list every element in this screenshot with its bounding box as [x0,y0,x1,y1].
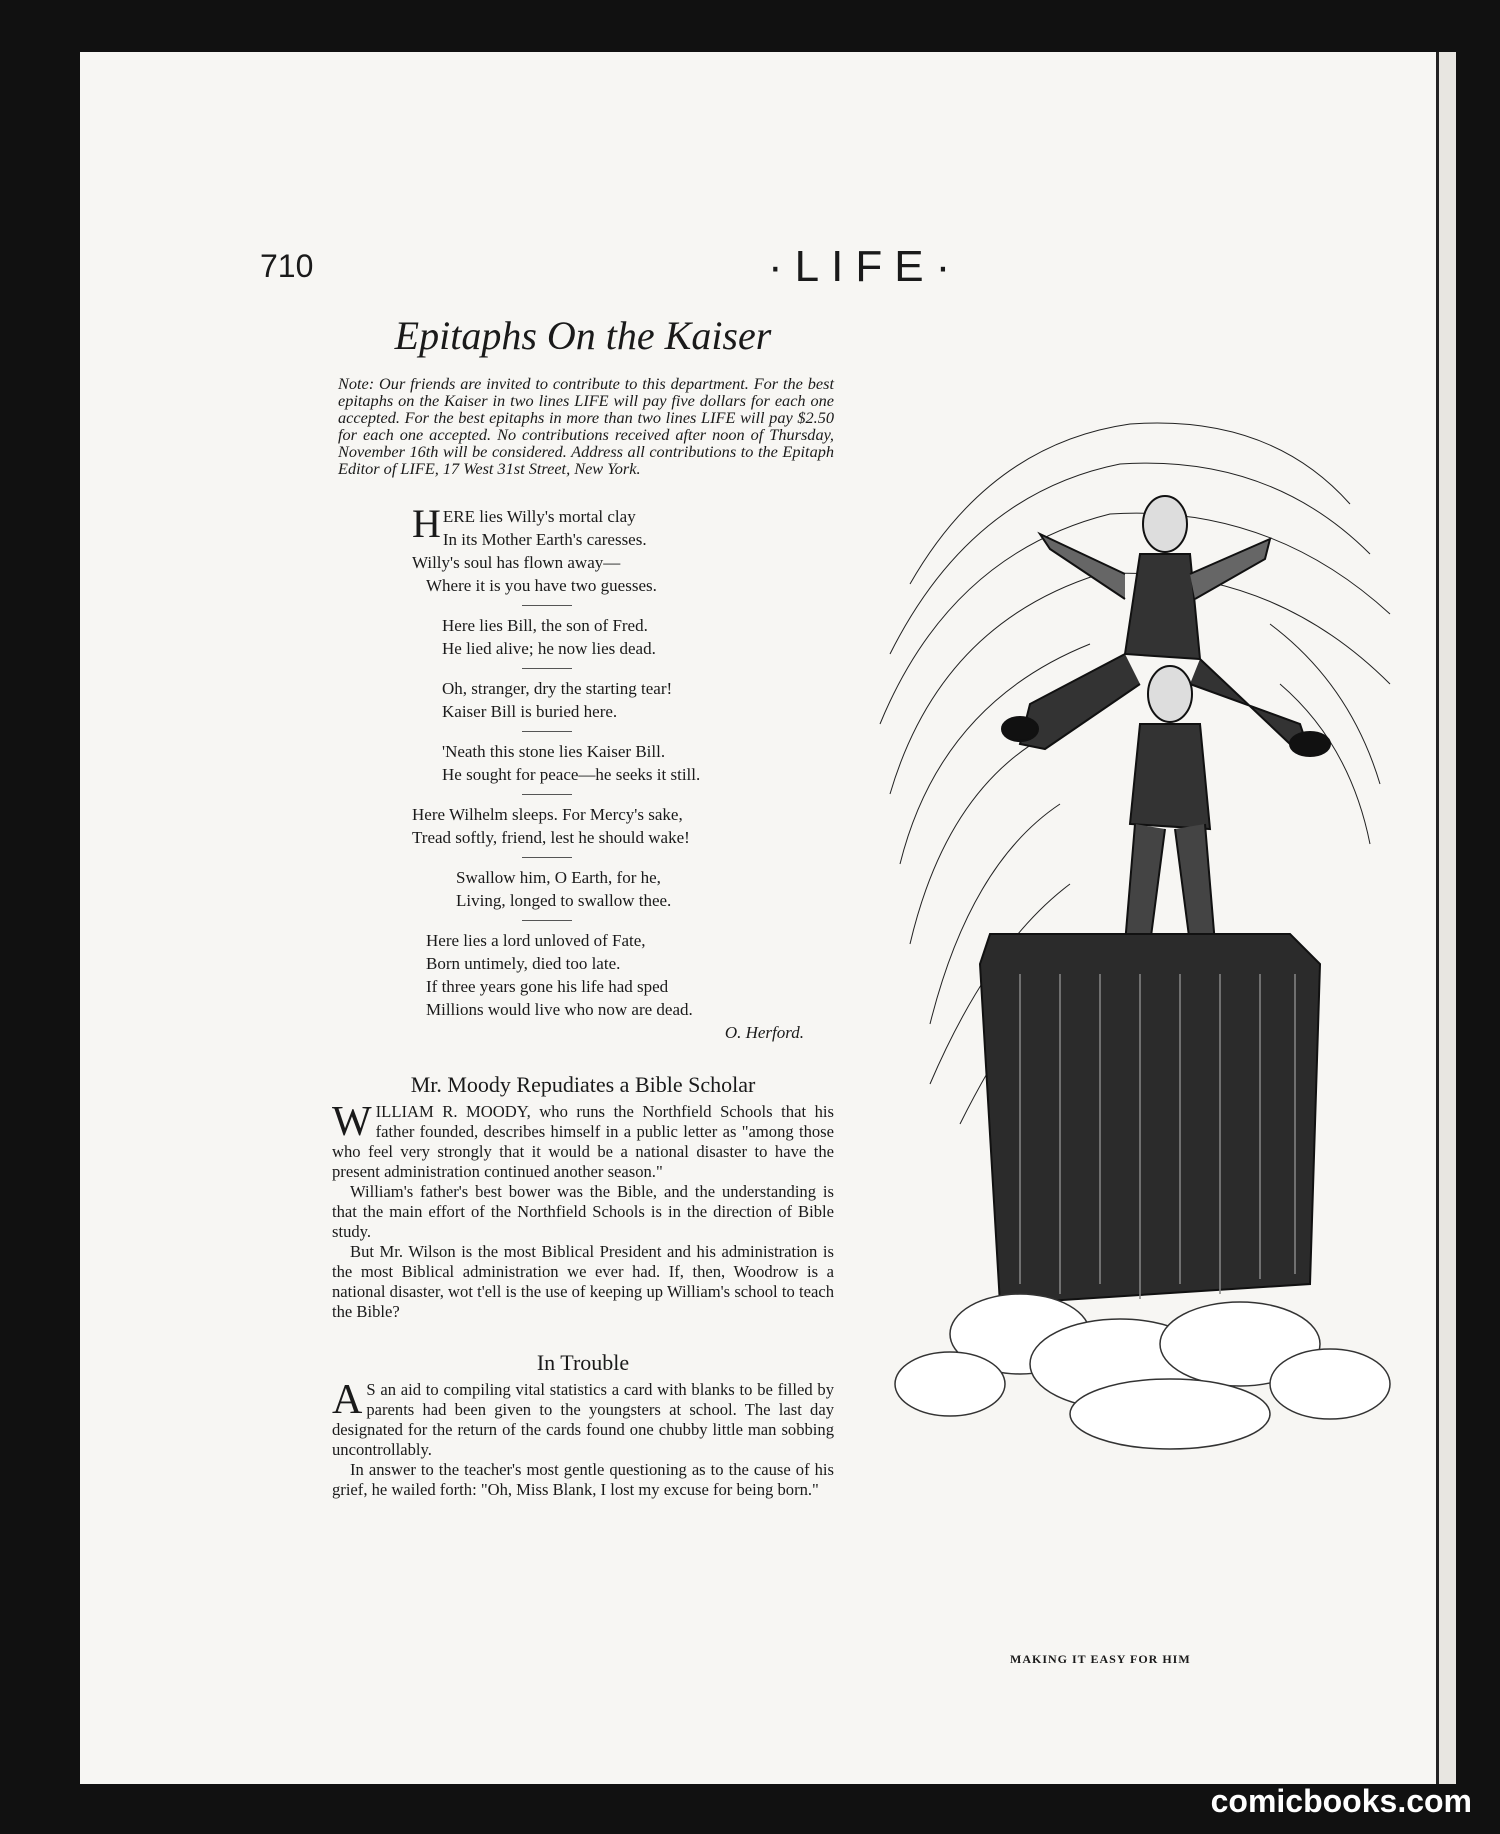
scan-edge [1456,52,1500,1784]
page-number: 710 [260,248,314,284]
moody-paragraph-3: But Mr. Wilson is the most Biblical President and his administration is the most Biblical administration we ever had. If, then, Woodrow is a national disaster, wot t'ell is the use of keeping up William's school to teach the Bible? [332,1242,834,1321]
poem-line: Here Wilhelm sleeps. For Mercy's sake, [412,805,683,824]
epitaphs-note: Note: Our friends are invited to contribute to this department. For the best epitaphs on the Kaiser in two lines LIFE will pay five dollars for each one accepted. For the best epitaphs in more than two lines LIFE will pay $2.50 for each one accepted. No contributions received after noon of Thursday, November 16th will be considered. Address all contributions to the Epitaph Editor of LIFE, 17 West 31st Street, New York. [338,374,834,478]
poem-line: ERE lies Willy's mortal clay [442,507,636,526]
moody-title: Mr. Moody Repudiates a Bible Scholar [410,1072,756,1097]
drop-cap: H [412,501,441,546]
cliff [980,934,1320,1304]
epitaph-poem-6 [412,866,834,912]
trouble-paragraph-2: In answer to the teacher's most gentle questioning as to the cause of his grief, he wailed forth: "Oh, Miss Blank, I lost my excuse for being born." [332,1460,834,1499]
poem-line: Where it is you have two guesses. [426,576,657,595]
separator [522,794,572,795]
separator [522,920,572,921]
poem-line: Oh, stranger, dry the starting tear! [442,679,673,698]
left-column [332,312,834,1500]
epitaph-poem-1 [412,501,834,597]
poem-line: He sought for peace—he seeks it still. [442,765,701,784]
epitaph-poem-5 [412,803,834,849]
bending-figure [1114,666,1228,960]
epitaph-poems [412,501,834,1044]
trouble-paragraph-1 [332,1377,834,1460]
epitaph-poem-3 [412,677,834,723]
magazine-page [80,52,1440,1784]
epitaph-poem-7 [412,929,834,1044]
epitaphs-title: Epitaphs On the Kaiser [394,313,772,358]
poem-line: He lied alive; he now lies dead. [442,639,656,658]
poem-line: If three years gone his life had sped [426,977,669,996]
poem-line: Tread softly, friend, lest he should wake! [412,828,690,847]
separator [522,668,572,669]
paragraph-text: S an aid to compiling vital statistics a card with blanks to be filled by parents had been given to the youngsters at school. The last day designated for the return of the cards found one chubby little man sobbing uncontrollably. [332,1380,834,1459]
illustration-caption: MAKING IT EASY FOR HIM [1010,1652,1191,1666]
moody-paragraph-1 [332,1099,834,1182]
watermark: comicbooks.com [1210,1783,1472,1819]
poem-line: 'Neath this stone lies Kaiser Bill. [442,742,666,761]
poem-line: Millions would live who now are dead. [426,1000,693,1019]
poem-line: Here lies Bill, the son of Fred. [442,616,648,635]
poem-line: Living, longed to swallow thee. [456,891,672,910]
drop-cap: A [332,1377,363,1423]
masthead: ·LIFE· [768,242,963,291]
separator [522,857,572,858]
drop-cap: W [332,1099,372,1145]
paragraph-text: ILLIAM R. MOODY, who runs the Northfield Schools that his father founded, describes himself in a public letter as "among those who feel very strongly that it would be a national disaster to have the present administration continued another season." [332,1102,834,1181]
epitaph-poem-4 [412,740,834,786]
clouds [895,1294,1390,1449]
poem-line: Willy's soul has flown away— [412,553,621,572]
separator [522,731,572,732]
poem-line: Swallow him, O Earth, for he, [456,868,661,887]
moody-article [332,1099,834,1322]
cartoon-illustration [870,324,1410,1636]
moody-paragraph-2: William's father's best bower was the Bible, and the understanding is that the main effort of the Northfield Schools is in the direction of Bible study. [332,1182,834,1241]
epitaph-poem-2 [412,614,834,660]
poem-line: Born untimely, died too late. [426,954,621,973]
poem-line: Kaiser Bill is buried here. [442,702,618,721]
poem-line: In its Mother Earth's caresses. [442,530,647,549]
separator [522,605,572,606]
poem-line: Here lies a lord unloved of Fate, [426,931,646,950]
trouble-article [332,1377,834,1500]
trouble-title: In Trouble [536,1350,630,1375]
poem-signature: O. Herford. [724,1023,804,1042]
